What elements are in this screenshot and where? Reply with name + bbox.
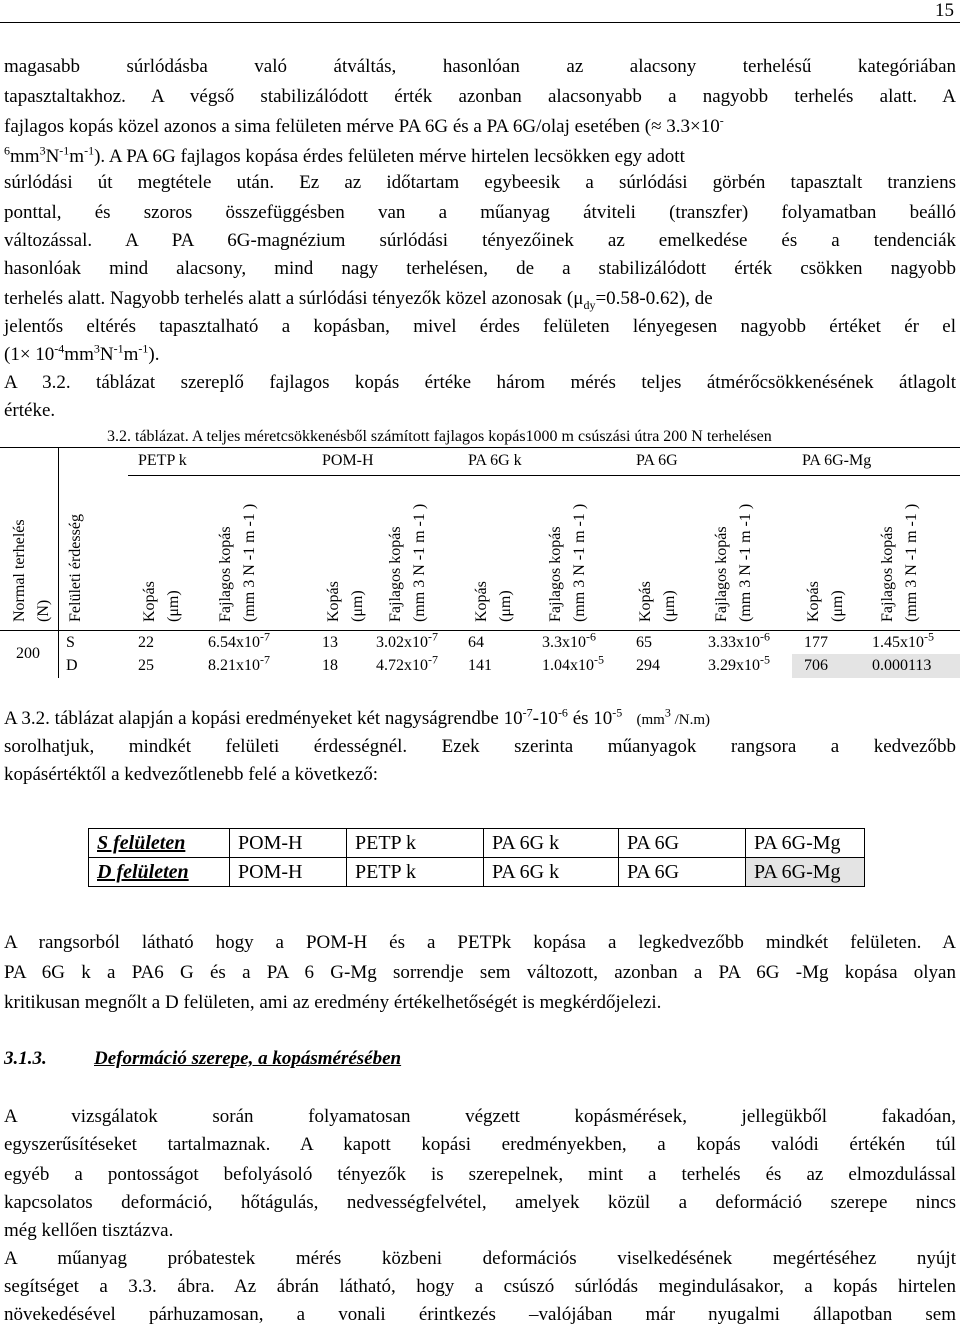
table-cell: PA 6G [619,829,746,858]
table-cell: $3.29x10^{-5}$ [708,652,770,674]
table-cell: 65 [636,634,652,651]
table-cell: 294 [636,657,660,674]
table-rule-group [128,475,960,476]
col-header-wear-unit: (μm) [165,590,182,622]
table-cell: 13 [322,634,338,651]
group-header: PA 6G [636,452,678,469]
table-rule-top [0,447,960,448]
page-number: 15 [935,0,954,21]
col-header-specific-wear-unit: (mm 3 N -1 m -1 ) [241,503,258,622]
table-cell: 0.000113 [872,657,932,674]
text-line: egyéb a pontosságot befolyásoló tényezők is szerepelnek, mint a terhelés és az elmozdulással [4,1164,956,1185]
col-header-wear: Kopás [637,581,654,622]
col-header-specific-wear: Fajlagos kopás [879,526,896,622]
col-header-wear-unit: (μm) [661,590,678,622]
table-cell: $1.04x10^{-5}$ [542,652,604,674]
col-header-roughness: Felületi érdesség [67,514,84,622]
col-header-specific-wear: Fajlagos kopás [387,526,404,622]
col-header-specific-wear-unit: (mm 3 N -1 m -1 ) [903,503,920,622]
table-cell: POM-H [230,829,347,858]
table-cell: PA 6G [619,858,746,887]
table-caption: 3.2. táblázat. A teljes méretcsökkenésből számított fajlagos kopás1000 m csúszási útra 200 N terhelésen [107,428,772,445]
col-header-wear-unit: (μm) [349,590,366,622]
col-header-load-unit: (N) [35,599,52,622]
col-header-specific-wear: Fajlagos kopás [547,526,564,622]
table-cell: 18 [322,657,338,674]
table-rule-header [0,630,960,631]
table-cell: $4.72x10^{-7}$ [376,652,438,674]
text-line: ponttal, és szoros összefüggésben van a műanyag átviteli (transzfer) folyamatban beálló [4,202,956,223]
table-cell: PA 6G k [484,829,619,858]
text-line: A rangsorból látható hogy a POM-H és a PETPk kopása a legkedvezőbb mindkét felületen. A [4,932,956,953]
table-cell: PA 6G-Mg [746,858,865,887]
table-cell: POM-H [230,858,347,887]
col-header-specific-wear-unit: (mm 3 N -1 m -1 ) [571,503,588,622]
text-line: A 3.2. táblázat alapján a kopási eredményeket két nagyságrendbe $10^{-7}-10^{-6}$ és $10^{-5}$ ($mm^3$ /N.m) [4,705,711,729]
table-cell: 177 [804,634,828,651]
table-cell: 141 [468,657,492,674]
text-line: kritikusan megnőlt a D felületen, ami az eredmény értékelhetőségét is megkérdőjelezi. [4,992,662,1013]
text-line: még kellően tisztázva. [4,1220,174,1241]
col-header-specific-wear: Fajlagos kopás [217,526,234,622]
ranking-label: S felületen [89,829,230,858]
text-line: változással. A PA 6G-magnézium súrlódási tényezőinek az emelkedése és a tendenciák [4,230,956,251]
surface-label: S [66,634,75,651]
col-header-wear: Kopás [805,581,822,622]
table-row [89,858,865,887]
text-line: fajlagos kopás közel azonos a sima felületen mérve PA 6G és a PA 6G/olaj esetében (≈ 3.3×10- [4,113,724,137]
text-line: sorolhatjuk, mindkét felületi érdességnél. Ezek szerinta műanyagok rangsora a kedvezőbb [4,736,956,757]
ranking-label: D felületen [89,858,230,887]
section-number: 3.1.3. [4,1048,47,1069]
surface-label: D [66,657,78,674]
table-cell: 706 [804,657,828,674]
col-header-wear-unit: (μm) [829,590,846,622]
col-header-wear: Kopás [141,581,158,622]
col-header-specific-wear-unit: (mm 3 N -1 m -1 ) [737,503,754,622]
table-row [89,829,865,858]
text-line: terhelés alatt. Nagyobb terhelés alatt a súrlódási tényezők közel azonosak $(\mu_{dy}=0.58-0.62)$, de [4,288,713,312]
col-header-wear: Kopás [325,581,342,622]
text-line: A műanyag próbatestek mérés közbeni deformációs viselkedésének megértéséhez nyújt [4,1248,956,1269]
col-header-specific-wear-unit: (mm 3 N -1 m -1 ) [411,503,428,622]
text-line: kapcsolatos deformáció, hőtágulás, nedvességfelvétel, amelyek közül a deformáció szerepe nincs [4,1192,956,1213]
load-value: 200 [16,645,40,662]
text-line: A 3.2. táblázat szereplő fajlagos kopás értéke három mérés teljes átmérőcsökkenésének átlagolt [4,372,956,393]
table-cell: PETP k [347,829,484,858]
table-cell: $1.45x10^{-5}$ [872,629,934,651]
table-cell: $3.3x10^{-6}$ [542,629,596,651]
table-cell: PA 6G-Mg [746,829,865,858]
table-cell: $3.02x10^{-7}$ [376,629,438,651]
col-header-specific-wear: Fajlagos kopás [713,526,730,622]
table-cell: 64 [468,634,484,651]
text-line: A vizsgálatok során folyamatosan végzett kopásmérések, jellegükből fakadóan, [4,1106,956,1127]
table-cell: $8.21x10^{-7}$ [208,652,270,674]
text-line: hasonlóak mind alacsony, mind nagy terhelésen, de a stabilizálódott érték csökken nagyobb [4,258,956,279]
text-line: $^6mm^3N^{-1}m^{-1}$). A PA 6G fajlagos kopása érdes felületen mérve hirtelen lecsökken egy adott [4,143,685,167]
ranking-table [88,828,865,887]
text-line: egyszerűsítéseket tartalmaznak. A kapott kopási eredményekben, a kopás valódi értékén túl [4,1134,956,1155]
group-header: PA 6G-Mg [802,452,872,469]
table-cell: $6.54x10^{-7}$ [208,629,270,651]
table-cell: PA 6G k [484,858,619,887]
text-line: tapasztaltakhoz. A végső stabilizálódott érték azonban alacsonyabb a nagyobb terhelés alatt. A [4,86,956,107]
col-header-load: Normal terhelés [11,519,28,622]
text-line: magasabb súrlódásba való átváltás, hasonlóan az alacsony terhelésű kategóriában [4,56,956,77]
group-header: POM-H [322,452,374,469]
table-cell: 25 [138,657,154,674]
col-header-wear: Kopás [473,581,490,622]
group-header: PETP k [138,452,187,469]
text-line: PA 6G k a PA6 G és a PA 6 G-Mg sorrendje sem változott, azonban a PA 6G -Mg kopása olyan [4,962,956,983]
text-line: jelentős eltérés tapasztalható a kopásban, mivel érdes felületen lényegesen nagyobb értéket ér el [4,316,956,337]
section-title: Deformáció szerepe, a kopásmérésében [94,1048,402,1069]
col-header-wear-unit: (μm) [497,590,514,622]
text-line: értéke. [4,400,56,421]
text-line: $(1\times 10^{-4}mm^3N^{-1}m^{-1})$. [4,341,160,365]
table-cell: 22 [138,634,154,651]
table-cell: PETP k [347,858,484,887]
group-header: PA 6G k [468,452,522,469]
text-line: növekedésével párhuzamosan, a vonali érintkezés –valójában már nyugalmi állapotban sem [4,1304,956,1325]
text-line: segítséget a 3.3. ábra. Az ábrán látható, hogy a csúszó súrlódás megindulásakor, a kopás hirtelen [4,1276,956,1297]
text-line: súrlódási út megtétele után. Ez az időtartam egybeesik a súrlódási görbén tapasztalt tranziens [4,172,956,193]
header-rule [0,22,960,23]
table-cell: $3.33x10^{-6}$ [708,629,770,651]
table-col-divider [58,447,59,678]
text-line: kopásértéktől a kedvezőtlenebb felé a következő: [4,764,379,785]
